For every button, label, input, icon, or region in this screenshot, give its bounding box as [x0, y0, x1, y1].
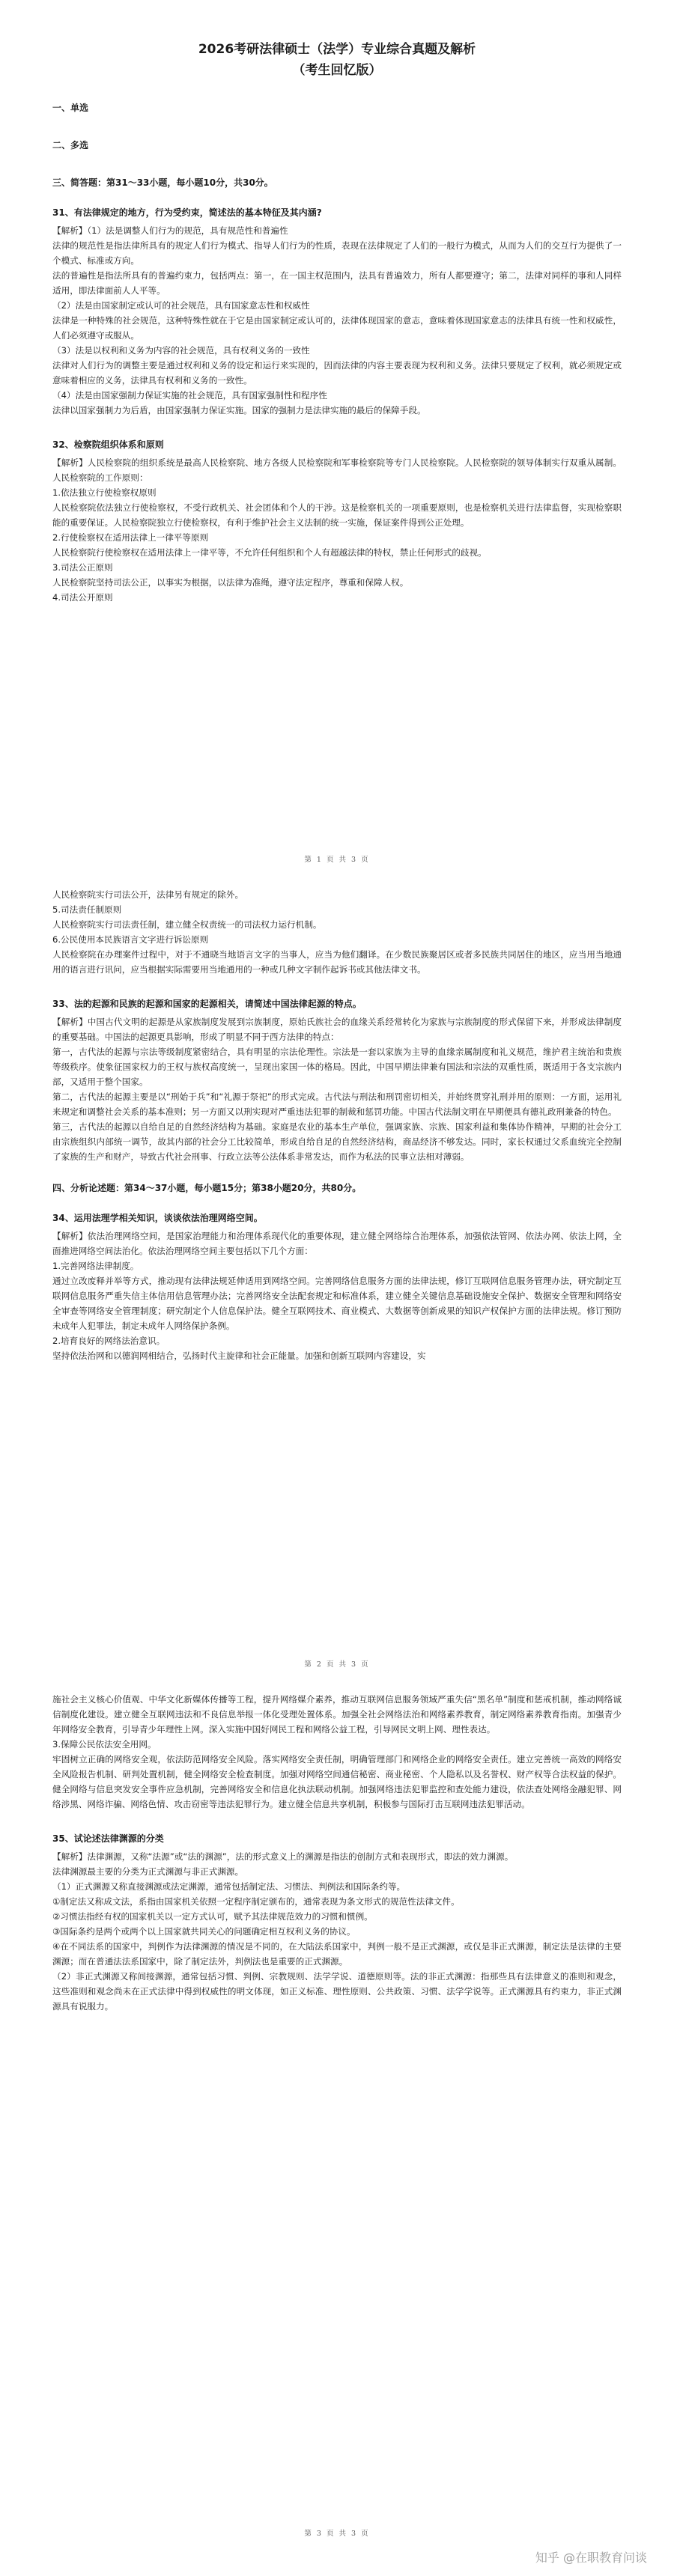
answer-line: （2）非正式渊源又称间接渊源，通常包括习惯、判例、宗教规则、法学学说、道德原则等。法的非正式渊源：指那些具有法律意义的准则和观念，这些准则和观念尚未在正式法律中得到权威性的明文体现，如正义标准、理性原则、公共政策、习惯、法学学说等。正式渊源具有约束力，非正式渊源具有说服力。: [52, 1971, 622, 2012]
question-32-answer: [52, 455, 622, 605]
answer-line: 人民检察院依法独立行使检察权，不受行政机关、社会团体和个人的干涉。这是检察机关的一项重要原则，也是检察机关进行法律监督，实现检察职能的重要保证。人民检察院独立行使检察权，有利于维护社会主义法制的统一实施，保证案件得到公正处理。: [52, 502, 622, 528]
answer-line: 人民检察院实行司法责任制，建立健全权责统一的司法权力运行机制。: [52, 919, 322, 930]
question-34-title: 34、运用法理学相关知识，谈谈依法治理网络空间。: [52, 1213, 263, 1223]
answer-line: 法律是一种特殊的社会规范，这种特殊性就在于它是由国家制定或认可的，法律体现国家的意志，意味着体现国家意志的法律具有统一性和权威性，人们必须遵守或服从。: [52, 315, 622, 341]
answer-line: 法律渊源最主要的分类为正式渊源与非正式渊源。: [52, 1866, 244, 1877]
document-subtitle: （考生回忆版）: [292, 63, 382, 78]
answer-line: 施社会主义核心价值观、中华文化新媒体传播等工程，提升网络媒介素养，推动互联网信息服务领域严重失信“黑名单”制度和惩戒机制，推动网络诚信制度化建设。建立健全互联网违法和不良信息举报一体化受理处置体系。加强全社会网络法治和网络素养教育，制定网络素养教育指南。加强青少年网络安全教育，引导青少年理性上网。深入实施中国好网民工程和网络公益工程，引导网民文明上网、理性表达。: [52, 1694, 622, 1735]
answer-line: 法律以国家强制力为后盾，由国家强制力保证实施。国家的强制力是法律实施的最后的保障手段。: [52, 405, 426, 415]
answer-line: 【解析】人民检察院的组织系统是最高人民检察院、地方各级人民检察院和军事检察院等专门人民检察院。人民检察院的领导体制实行双重从属制。人民检察院的工作原则：: [52, 457, 622, 483]
answer-line: 人民检察院坚持司法公正，以事实为根据，以法律为准绳，遵守法定程序，尊重和保障人权。: [52, 577, 409, 588]
answer-line: 6.公民使用本民族语言文字进行诉讼原则: [52, 934, 209, 945]
question-31-answer: [52, 223, 622, 418]
answer-line: 5.司法责任制原则: [52, 904, 122, 915]
answer-line: 【解析】依法治理网络空间，是国家治理能力和治理体系现代化的重要体现，建立健全网络综合治理体系，加强依法管网、依法办网、依法上网，全面推进网络空间法治化。依法治理网络空间主要包括以下几个方面：: [52, 1231, 622, 1256]
zhihu-watermark: 知乎 @在职教育问谈: [535, 2551, 647, 2565]
question-31-title: 31、有法律规定的地方，行为受约束，简述法的基本特征及其内涵?: [52, 207, 322, 218]
answer-line: 2.行使检察权在适用法律上一律平等原则: [52, 532, 209, 543]
answer-line: 1.完善网络法律制度。: [52, 1261, 139, 1271]
answer-line: 人民检察院行使检察权在适用法律上一律平等，不允许任何组织和个人有超越法律的特权，禁止任何形式的歧视。: [52, 547, 487, 558]
document-title: 2026考研法律硕士（法学）专业综合真题及解析: [198, 42, 476, 57]
answer-line: 法律对人们行为的调整主要是通过权利和义务的设定和运行来实现的，因而法律的内容主要表现为权利和义务。法律只要规定了权利，就必须规定或意味着相应的义务，法律具有权利和义务的一致性。: [52, 360, 622, 386]
question-33-answer: [52, 1014, 622, 1164]
answer-line: （4）法是由国家强制力保证实施的社会规范，具有国家强制性和程序性: [52, 390, 327, 401]
section-single-choice: 一、单选: [52, 103, 89, 113]
answer-line: 第一，古代法的起源与宗法等级制度紧密结合，具有明显的宗法伦理性。宗法是一套以家族为主导的血缘亲属制度和礼义规范，维护君主统治和贵族等级秩序。使象征国家权力的王权与族权高度统一，呈现出家国一体的格局。因此，中国早期法律兼有国法和宗法的双重性质，既适用于各支宗族内部，又适用于整个国家。: [52, 1047, 622, 1087]
answer-line: 【解析】法律渊源，又称“法源”或“法的渊源”，法的形式意义上的渊源是指法的创制方式和表现形式，即法的效力渊源。: [52, 1851, 514, 1862]
answer-line: 4.司法公开原则: [52, 592, 113, 603]
answer-line: 人民检察院实行司法公开，法律另有规定的除外。: [52, 889, 244, 900]
answer-line: 3.司法公正原则: [52, 562, 113, 573]
answer-line: （2）法是由国家制定或认可的社会规范，具有国家意志性和权威性: [52, 300, 310, 311]
answer-line: ④在不同法系的国家中，判例作为法律渊源的情况是不同的，在大陆法系国家中，判例一般不是正式渊源，或仅是非正式渊源，制定法是法律的主要渊源；而在普通法法系国家中，除了制定法外，判例法也是重要的正式渊源。: [52, 1941, 622, 1967]
answer-line: 2.培育良好的网络法治意识。: [52, 1336, 166, 1346]
answer-line: 法律的规范性是指法律所具有的规定人们行为模式、指导人们行为的性质，表现在法律规定了人们的一般行为模式，从而为人们的交互行为提供了一个模式、标准或方向。: [52, 240, 622, 266]
question-32-answer-continued: [52, 887, 622, 977]
question-32-title: 32、检察院组织体系和原则: [52, 439, 164, 450]
answer-line: （3）法是以权利和义务为内容的社会规范，具有权利义务的一致性: [52, 345, 310, 356]
answer-line: 【解析】（1）法是调整人们行为的规范，具有规范性和普遍性: [52, 225, 288, 236]
answer-line: 牢固树立正确的网络安全观，依法防范网络安全风险。落实网络安全责任制，明确管理部门和网络企业的网络安全责任。建立完善统一高效的网络安全风险报告机制、研判处置机制，健全网络安全检查制度。加强对网络空间通信秘密、商业秘密、个人隐私以及名誉权、财产权等合法权益的保护。健全网络与信息突发安全事件应急机制，完善网络安全和信息化执法联动机制。加强网络违法犯罪监控和查处能力建设，依法查处网络金融犯罪、网络涉黑、网络诈骗、网络色情、攻击窃密等违法犯罪行为。建立健全信息共享机制，积极参与国际打击互联网违法犯罪活动。: [52, 1754, 622, 1809]
question-35-answer: [52, 1849, 622, 2014]
answer-line: ②习惯法指经有权的国家机关以一定方式认可，赋予其法律规范效力的习惯和惯例。: [52, 1911, 373, 1922]
answer-line: ①制定法又称成文法，系指由国家机关依照一定程序制定颁布的，通常表现为条文形式的规范性法律文件。: [52, 1896, 460, 1907]
page-footer-1: 第 1 页 共 3 页: [304, 856, 370, 864]
answer-line: 坚持依法治网和以德润网相结合，弘扬时代主旋律和社会正能量。加强和创新互联网内容建设，实: [52, 1351, 426, 1361]
answer-line: （1）正式渊源又称直接渊源或法定渊源，通常包括制定法、习惯法、判例法和国际条约等。: [52, 1881, 406, 1892]
answer-line: 第三，古代法的起源以自给自足的自然经济结构为基础。家庭是农业的基本生产单位，强调家族、宗族、国家利益和集体协作精神，早期的社会分工由宗族组织内部统一调节，故其内部的社会分工比较简单，形成自给自足的自然经济结构，商品经济不够发达。同时，家长权通过父系血统完全控制了家族的生产和财产，导致古代社会刑事、行政立法等公法体系非常发达，而作为私法的民事立法相对薄弱。: [52, 1121, 622, 1162]
answer-line: 3.保障公民依法安全用网。: [52, 1739, 157, 1750]
question-34-answer: [52, 1228, 622, 1363]
answer-line: 通过立改废释并举等方式，推动现有法律法规延伸适用到网络空间。完善网络信息服务方面的法律法规，修订互联网信息服务管理办法，研究制定互联网信息服务严重失信主体信用信息管理办法；完善网络安全法配套规定和标准体系，建立健全关键信息基础设施安全保护、数据安全管理和网络安全审查等网络安全管理制度；研究制定个人信息保护法。健全互联网技术、商业模式、大数据等创新成果的知识产权保护方面的法律法规。修订预防未成年人犯罪法，制定未成年人网络保护条例。: [52, 1276, 622, 1331]
page-footer-3: 第 3 页 共 3 页: [304, 2530, 370, 2538]
document-page-3: [52, 1692, 622, 2014]
answer-line: ③国际条约是两个或两个以上国家就共同关心的问题确定相互权利义务的协议。: [52, 1926, 356, 1937]
section-short-answer: 三、简答题：第31～33小题，每小题10分，共30分。: [52, 177, 273, 188]
document-page-1: [52, 39, 622, 605]
answer-line: 1.依法独立行使检察权原则: [52, 487, 157, 498]
answer-line: 【解析】中国古代文明的起源是从家族制度发展到宗族制度，原始氏族社会的血缘关系经常转化为家族与宗族制度的形式保留下来，并形成法律制度的重要基础。中国法的起源更具影响，形成了明显不同于西方法律的特点：: [52, 1017, 622, 1042]
answer-line: 人民检察院在办理案件过程中，对于不通晓当地语言文字的当事人，应当为他们翻译。在少数民族聚居区或者多民族共同居住的地区，应当用当地通用的语言进行讯问，应当根据实际需要用当地通用的一种或几种文字制作起诉书或其他法律文书。: [52, 949, 622, 975]
page-footer-2: 第 2 页 共 3 页: [304, 1660, 370, 1669]
question-34-answer-continued: [52, 1692, 622, 1812]
section-analysis-essay: 四、分析论述题：第34～37小题，每小题15分；第38小题20分，共80分。: [52, 1183, 362, 1193]
answer-line: 第二，古代法的起源主要是以“刑始于兵”和“礼源于祭祀”的形式完成。古代法与刑法和刑罚密切相关，并始终贯穿礼刑并用的原则：一方面，运用礼来规定和调整社会关系的基本准则；另一方面又以刑实现对严重违法犯罪的制裁和惩罚功能。中国古代法制文明在早期便具有德礼政刑兼备的特色。: [52, 1091, 622, 1117]
question-33-title: 33、法的起源和民族的起源和国家的起源相关，请简述中国法律起源的特点。: [52, 999, 362, 1009]
document-page-2: [52, 887, 622, 1363]
section-multiple-choice: 二、多选: [52, 140, 89, 150]
answer-line: 法的普遍性是指法所具有的普遍约束力，包括两点：第一，在一国主权范围内，法具有普遍效力，所有人都要遵守；第二，法律对同样的事和人同样适用，即法律面前人人平等。: [52, 270, 622, 296]
question-35-title: 35、试论述法律渊源的分类: [52, 1833, 164, 1844]
